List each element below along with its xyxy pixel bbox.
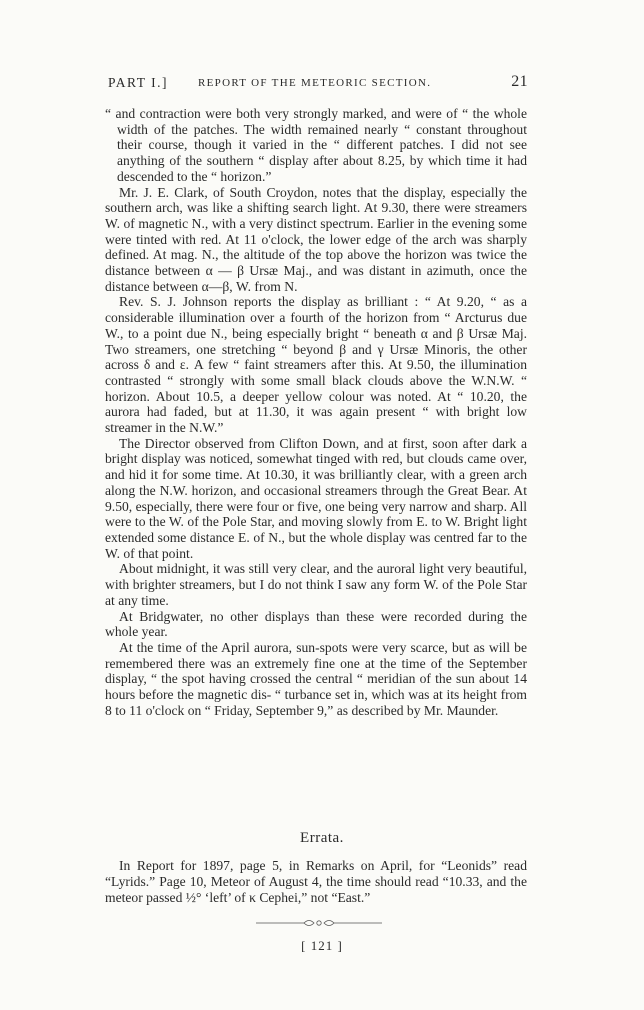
errata-text: In Report for 1897, page 5, in Remarks on April, for “Leonids” read “Lyrids.” Page 10, Meteor of August 4, the time should read “10.33, and the meteor passed ½° ‘left’ of κ Cephei,” not “East.”	[105, 858, 527, 905]
page-footer: [ 121 ]	[301, 938, 343, 953]
paragraph-clark: Mr. J. E. Clark, of South Croydon, notes that the display, especially the southern arch, was like a shifting search light. At 9.30, there were streamers W. of magnetic N., with a very distinct spectrum. Earlier in the evening some were tinted with red. At 11 o'clock, the lower edge of the arch was sharply defined. At mag. N., the altitude of the top above the horizon was twice the distance between α — β Ursæ Maj., and was distant in azimuth, once the distance between α—β, W. from N.	[105, 184, 527, 294]
paragraph-bridgwater: At Bridgwater, no other displays than these were recorded during the whole year.	[105, 608, 527, 640]
section-title: REPORT OF THE METEORIC SECTION.	[198, 77, 432, 89]
errata-heading: Errata.	[300, 830, 344, 846]
page-number: 21	[511, 73, 528, 90]
ornament-divider	[256, 917, 382, 929]
paragraph-director: The Director observed from Clifton Down, and at first, soon after dark a bright display was noticed, somewhat tinged with red, but clouds came over, and hid it for some time. At 10.30, it was brilliantly clear, with a green arch along the N.W. horizon, and occasional streamers through the Great Bear. At 9.50, especially, there were four or five, one being very narrow and sharp. All were to the W. of the Pole Star, and moving slowly from E. to W. Bright light extended some distance E. of N., but the whole display was centred far to the W. of that point.	[105, 435, 527, 561]
paragraph-sunspots: At the time of the April aurora, sun-spots were very scarce, but as will be remembered there was an extremely fine one at the time of the September display, “ the spot having crossed the central “ meridian of the sun about 14 hours before the magnetic dis- “ turbance set in, which was at its height from 8 to 11 o'clock on “ Friday, September 9,” as described by Mr. Maunder.	[105, 639, 527, 718]
errata-section	[105, 858, 527, 906]
paragraph-midnight: About midnight, it was still very clear, and the auroral light very beautiful, with brighter streamers, but I do not think I saw any form W. of the Pole Star at any time.	[105, 561, 527, 608]
paragraph-quote-end: “ and contraction were both very strongly marked, and were of “ the whole width of the patches. The width remained nearly “ constant throughout their course, though it varied in the “ different patches. I did not see anything of the southern “ display after about 8.25, by which time it had descended to the “ horizon.”	[105, 106, 527, 184]
paragraph-johnson: Rev. S. J. Johnson reports the display as brilliant : “ At 9.20, “ as a considerable illumination over a fourth of the horizon from “ Arcturus due W., to a point due N., being especially bright “ beneath α and β Ursæ Maj. Two streamers, one stretching “ beyond β and γ Ursæ Minoris, the other across δ and ε. A few “ faint streamers after this. At 9.50, the illumination contrasted “ strongly with some small black clouds above the W.N.W. “ horizon. About 10.5, a deeper yellow colour was noted. At “ 10.20, the aurora had faded, but at 11.30, it was again present “ with bright low streamer in the N.W.”	[105, 294, 527, 436]
part-label: PART I.]	[108, 75, 168, 90]
body-text	[105, 106, 527, 718]
